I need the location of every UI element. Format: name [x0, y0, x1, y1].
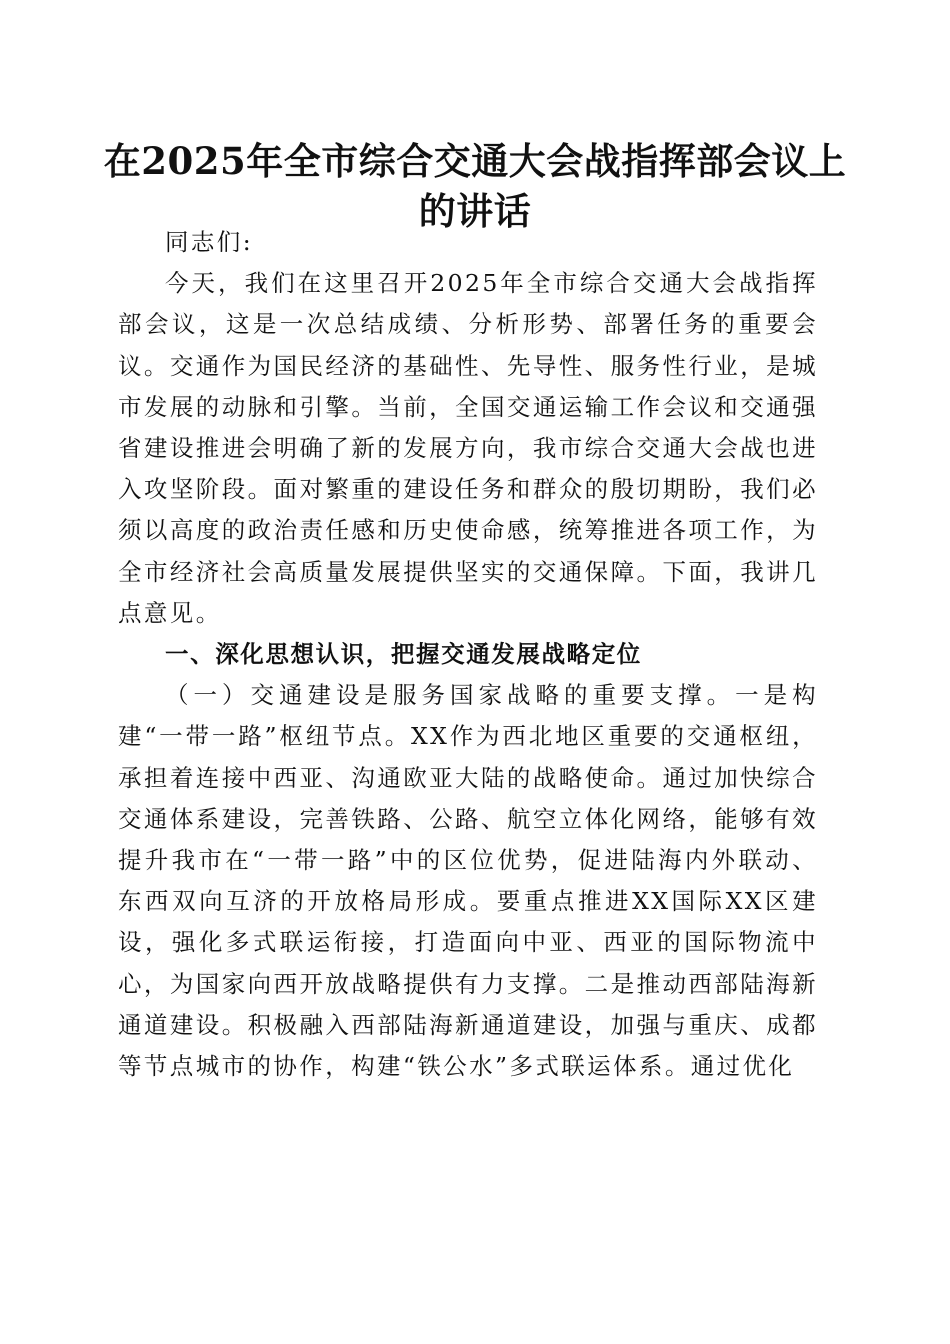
document-body: [118, 222, 818, 1087]
salutation: 同志们:: [165, 228, 254, 256]
document-title: 在2025年全市综合交通大会战指挥部会议上的讲话: [103, 139, 847, 233]
section-heading-1: 一、深化思想认识，把握交通发展战略定位: [165, 640, 642, 669]
body-paragraph-intro: 今天，我们在这里召开2025年全市综合交通大会战指挥部会议，这是一次总结成绩、分析形势、部署任务的重要会议。交通作为国民经济的基础性、先导性、服务性行业，是城市发展的动脉和引擎。当前，全国交通运输工作会议和交通强省建设推进会明确了新的发展方向，我市综合交通大会战也进入攻坚阶段。面对繁重的建设任务和群众的殷切期盼，我们必须以高度的政治责任感和历史使命感，统筹推进各项工作，为全市经济社会高质量发展提供坚实的交通保障。下面，我讲几点意见。: [118, 269, 818, 627]
body-paragraph-section-1: （一）交通建设是服务国家战略的重要支撑。一是构建“一带一路”枢纽节点。XX作为西北地区重要的交通枢纽，承担着连接中西亚、沟通欧亚大陆的战略使命。通过加快综合交通体系建设，完善铁路、公路、航空立体化网络，能够有效提升我市在“一带一路”中的区位优势，促进陆海内外联动、东西双向互济的开放格局形成。要重点推进XX国际XX区建设，强化多式联运衔接，打造面向中亚、西亚的国际物流中心，为国家向西开放战略提供有力支撑。二是推动西部陆海新通道建设。积极融入西部陆海新通道建设，加强与重庆、成都等节点城市的协作，构建“铁公水”多式联运体系。通过优化: [118, 681, 818, 1081]
